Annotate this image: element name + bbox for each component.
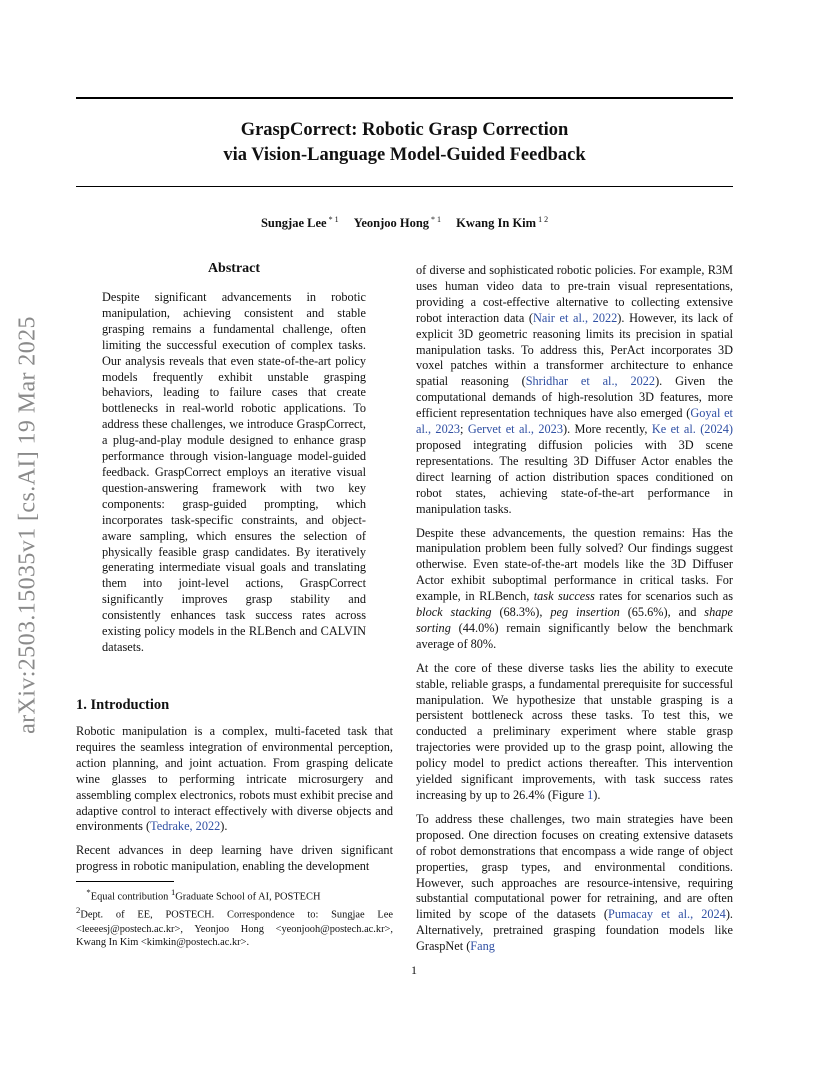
intro-right-column [416,263,733,963]
intro-paragraph-2: Recent advances in deep learning have driven significant progress in robotic manipulation, enabling the development [76,843,393,874]
citation-link[interactable]: Shridhar et al., 2022 [525,374,656,389]
citation-link[interactable]: Fang [470,939,495,954]
abstract-heading: Abstract [207,261,261,276]
figure-link[interactable]: 1 [587,788,594,802]
right-paragraph-1: of diverse and sophisticated robotic policies. For example, R3M uses human video data to pre-train visual representations, providing a cost-effective alternative to collecting extensive robot interaction data (Nair et al., 2022). However, its lack of explicit 3D geometric reasoning limits its precision in spatial manipulation tasks. To address this, PerAct incorporates 3D voxel patches within a transformer architecture to enhance spatial reasoning (Shridhar et al., 2022). Given the computational demands of high-resolution 3D features, more efficient representation techniques have also emerged (Goyal et al., 2023; Gervet et al., 2023). More recently, Ke et al. (2024) proposed integrating diffusion policies with 3D scene representations. The resulting 3D Diffuser Actor enables the direct learning of action distribution spaces conditioned on robot states, achieving state-of-the-art performance in manipulation tasks. [416,263,733,516]
title-line-2: via Vision-Language Model-Guided Feedback [223,145,586,165]
author-list [76,215,733,231]
citation-link[interactable]: Ke et al. (2024) [651,422,733,437]
section-heading-introduction: 1. Introduction [76,697,170,713]
author-1: Sungjae Lee $^{* 1}$ [260,215,339,231]
abstract-body: Despite significant advancements in robotic manipulation, achieving consistent and stable grasping remains a fundamental challenge, often limiting the successful execution of complex tasks. Our analysis reveals that even state-of-the-art policy models frequently exhibit unstable grasping behaviors, leading to failure cases that create bottlenecks in real-world robotic applications. To address these challenges, we introduce GraspCorrect, a plug-and-play module designed to enhance grasp performance through vision-language model-guided feedback. GraspCorrect employs an iterative visual question-answering framework with two key components: grasp-guided prompting, which incorporates task-specific constraints, and object-aware sampling, which ensures the selection of physically feasible grasp candidates. By iteratively generating intermediate visual goals and translating them into joint-level actions, GraspCorrect significantly improves grasp stability and consistently enhances task success rates across existing policy models in the RLBench and CALVIN datasets. [102,290,366,654]
citation-link[interactable]: Pumacay et al., 2024 [607,907,726,922]
arxiv-identifier [8,290,48,760]
right-paragraph-2: Despite these advancements, the question remains: Has the manipulation problem been fully solved? Our findings suggest otherwise. Even state-of-the-art models like the 3D Diffuser Actor exhibit suboptimal performance in critical tasks. For example, in RLBench, task success rates for scenarios such as block stacking (68.3%), peg insertion (65.6%), and shape sorting (44.0%) remain significantly below the benchmark average of 80%. [416,525,733,651]
top-rule [76,97,733,99]
footnote-rule [76,881,174,882]
footnote: *Equal contribution $^1$Graduate School of AI, POSTECH $^2$Dept. of EE, POSTECH. Correspondence to: Sungjae Lee <leeeesj@postech.ac.kr>, Yeonjoo Hong <yeonjooh@postech.ac.kr>, Kwang In Kim <kimkin@postech.ac.kr>. [76,887,393,949]
intro-left-column [76,724,393,883]
citation-link[interactable]: Goyal et al., 2023 [416,406,733,437]
paper-title [76,118,733,168]
intro-paragraph-1: Robotic manipulation is a complex, multi-faceted task that requires the seamless integration of environmental perception, action planning, and joint actuation. From grasping delicate wine glasses to performing intricate microsurgery and assembling complex electronics, robots must exhibit precise and adaptive control to interact effectively with diverse objects and environments (Tedrake, 2022). [76,724,393,834]
author-3: Kwang In Kim $^{1 2}$ [456,215,549,231]
arxiv-identifier-text: arXiv:2503.15035v1 [cs.AI] 19 Mar 2025 [14,316,41,734]
author-2: Yeonjoo Hong $^{* 1}$ [353,215,442,231]
citation-link[interactable]: Nair et al., 2022 [533,310,618,325]
citation-link[interactable]: Tedrake, 2022 [150,819,221,834]
citation-link[interactable]: Gervet et al., 2023 [467,422,563,437]
title-bottom-rule [76,186,733,187]
page-number: 1 [411,963,417,977]
title-line-1: GraspCorrect: Robotic Grasp Correction [240,120,569,140]
right-paragraph-3: At the core of these diverse tasks lies the ability to execute stable, reliable grasps, a fundamental prerequisite for successful manipulation. We hypothesize that unstable grasping is a persistent bottleneck across these tasks. To test this, we conducted a preliminary experiment where stable grasp trajectories were provided up to the grasp point, allowing the policy model to predict actions thereafter. This intervention yielded significant improvements, with task success rates increasing by up to 26.4% (Figure 1). [416,660,733,802]
right-paragraph-4: To address these challenges, two main strategies have been proposed. One direction focuses on creating extensive datasets of robot demonstrations that encompass a wide range of object properties, grasp types, and environmental conditions. However, such approaches are resource-intensive, requiring substantial computational power for retraining, and are often limited by scope of the datasets (Pumacay et al., 2024). Alternatively, pretrained grasping foundation models like GraspNet (Fang [416,811,733,954]
